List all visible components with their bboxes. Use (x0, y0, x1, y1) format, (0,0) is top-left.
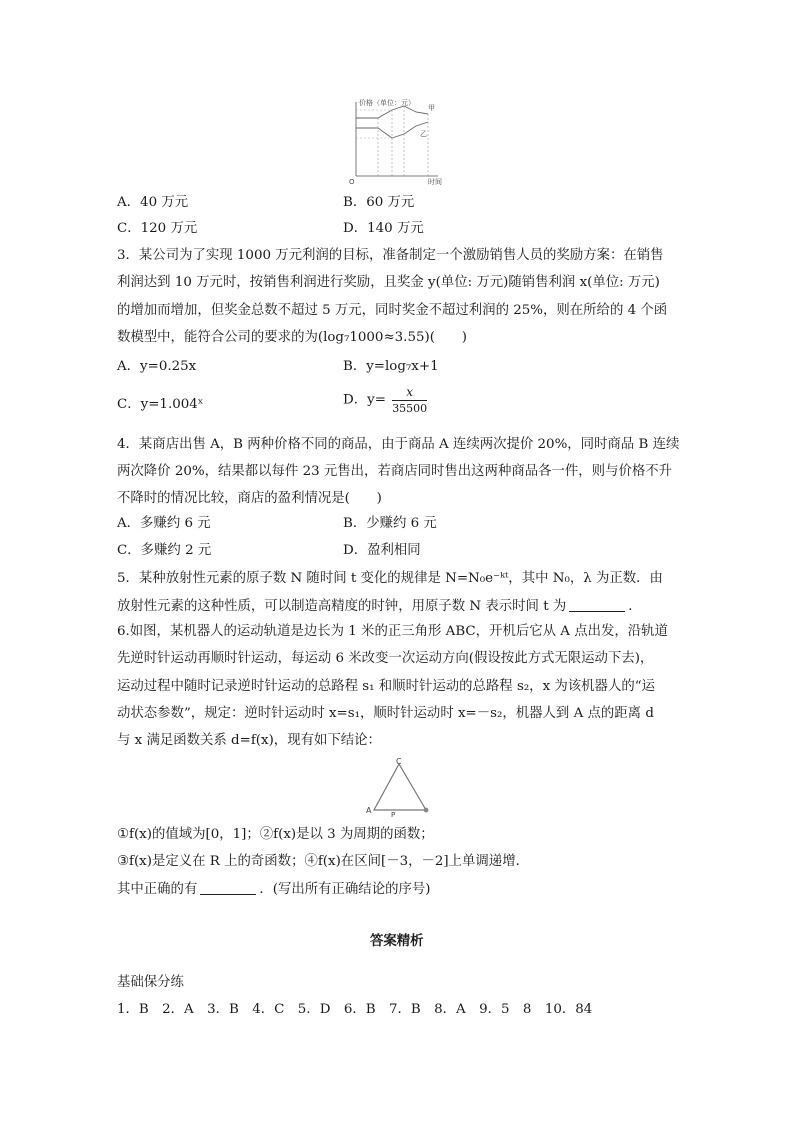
q6-answer-line (117, 882, 430, 896)
q6-line-1: 6.如图，某机器人的运动轨道是边长为 1 米的正三角形 ABC，开机后它从 A 点出发，沿轨道 (117, 624, 668, 639)
q3-option-d-numerator: x (392, 386, 427, 401)
q6-answer-suffix: ．(写出所有正确结论的序号) (259, 882, 431, 897)
q5-line-2-suffix: ． (628, 599, 642, 614)
price-time-chart (340, 98, 442, 186)
q3-option-b: B．y=log₇x+1 (343, 359, 439, 374)
q4-line-1: 4．某商店出售 A，B 两种价格不同的商品，由于商品 A 连续两次提价 20%，同时商品 B 连续 (117, 437, 680, 452)
q3-line-3: 的增加而增加，但奖金总数不超过 5 万元，同时奖金不超过利润的 25%，则在所给的 4 个函 (117, 303, 668, 318)
chart-series-b-label: 乙 (420, 130, 427, 138)
q3-line-1: 3．某公司为了实现 1000 万元利润的目标，准备制定一个激励销售人员的奖励方案：在销售 (117, 248, 664, 263)
q6-conclusion-1: ①f(x)的值域为[0，1]；②f(x)是以 3 为周期的函数； (117, 827, 434, 842)
q4-line-3: 不降时的情况比较，商店的盈利情况是( ) (117, 491, 382, 506)
q2-option-d: D．140 万元 (343, 221, 424, 236)
chart-xlabel: 时间 (428, 178, 442, 186)
triangle-vertex-a: A (366, 806, 372, 815)
q5-line-2-prefix: 放射性元素的这种性质，可以制造高精度的时钟，用原子数 N 表示时间 t 为 (117, 599, 567, 614)
q3-option-c: C．y=1.004ˣ (117, 397, 204, 412)
answers-title: 答案精析 (370, 933, 424, 949)
q5-line-2 (117, 599, 642, 613)
q6-line-4: 动状态参数”，规定：逆时针运动时 x=s₁，顺时针运动时 x=－s₂，机器人到 A 点的距离 d (117, 706, 654, 721)
q2-option-c: C．120 万元 (117, 221, 198, 236)
q4-option-a: A．多赚约 6 元 (117, 516, 211, 531)
q4-option-c: C．多赚约 2 元 (117, 543, 212, 558)
chart-ylabel: 价格（单位：元） (359, 99, 415, 107)
triangle-figure (362, 758, 436, 818)
q4-option-d: D．盈利相同 (343, 543, 421, 558)
q3-line-2: 利润达到 10 万元时，按销售利润进行奖励，且奖金 y(单位: 万元)随销售利润 x(单位: 万元) (117, 275, 660, 290)
q6-answer-blank[interactable] (200, 882, 256, 895)
q5-line-1: 5．某种放射性元素的原子数 N 随时间 t 变化的规律是 N=N₀e⁻ᵏᵗ，其中 N₀，λ 为正数．由 (117, 571, 663, 586)
q6-line-2: 先逆时针运动再顺时针运动，每运动 6 米改变一次运动方向(假设按此方式无限运动下去)， (117, 651, 654, 666)
triangle-point-p: P (391, 811, 396, 818)
q6-line-5: 与 x 满足函数关系 d=f(x)，现有如下结论： (117, 733, 381, 748)
q6-conclusion-2: ③f(x)是定义在 R 上的奇函数；④f(x)在区间[－3，－2]上单调递增． (117, 854, 529, 869)
answers-section: 基础保分练 (117, 975, 184, 990)
q3-line-4: 数模型中，能符合公司的要求的为(log₇1000≈3.55)( ) (117, 330, 467, 345)
triangle-vertex-c: C (396, 758, 402, 766)
q4-option-b: B．少赚约 6 元 (343, 516, 437, 531)
q2-option-b: B．60 万元 (343, 195, 415, 210)
q2-option-a: A．40 万元 (117, 195, 189, 210)
q3-option-a: A．y=0.25x (117, 359, 197, 374)
q3-option-d-prefix: D．y= (343, 392, 386, 408)
q6-answer-prefix: 其中正确的有 (117, 882, 198, 897)
q4-line-2: 两次降价 20%，结果都以每件 23 元售出，若商店同时售出这两种商品各一件，则与价格不升 (117, 464, 673, 479)
q5-answer-blank[interactable] (569, 599, 625, 612)
answers-line: 1．B 2．A 3．B 4．C 5．D 6．B 7．B 8．A 9．5 8 10．84 (117, 1002, 593, 1017)
q3-option-d (343, 386, 427, 414)
q3-option-d-fraction (392, 386, 427, 414)
q6-line-3: 运动过程中随时记录逆时针运动的总路程 s₁ 和顺时针运动的总路程 s₂，x 为该机器人的“运 (117, 679, 655, 694)
chart-series-a-label: 甲 (428, 104, 435, 112)
q3-option-d-denominator: 35500 (392, 402, 428, 415)
chart-origin: O (349, 178, 355, 186)
